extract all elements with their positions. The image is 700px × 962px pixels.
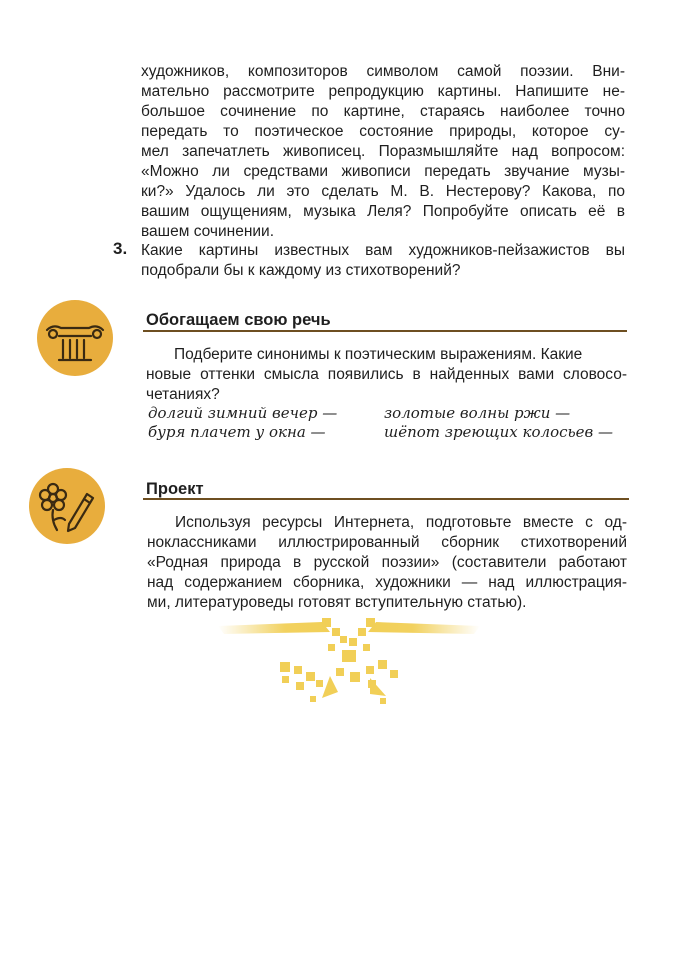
paragraph-line: ки?» Удалось ли это сделать М. В. Нестерову? Какова, по: [141, 183, 625, 200]
paragraph-line: мательно рассмотрите репродукцию картины. Напишите не-: [141, 83, 625, 100]
phrase-item: шёпот зреющих колосьев —: [384, 423, 614, 441]
task-line: новые оттенки смысла появились в найденных вами словосо-: [146, 366, 627, 383]
section-title: Обогащаем свою речь: [146, 311, 331, 329]
flower-pencil-icon: [29, 468, 105, 544]
column-capital-icon: [37, 300, 113, 376]
project-line: ми, литературоведы готовят вступительную статью).: [147, 594, 527, 611]
phrase-item: золотые волны ржи —: [384, 404, 571, 422]
question-line: Какие картины известных вам художников-пейзажистов вы: [141, 242, 625, 259]
paragraph-line: большое сочинение по картине, стараясь наиболее точно: [141, 103, 625, 120]
paragraph-line: мел запечатлеть живописец. Поразмышляйте над вопросом:: [141, 143, 625, 160]
paragraph-line: вашем сочинении.: [141, 223, 274, 240]
paragraph-line: передать то поэтическое состояние природы, которое су-: [141, 123, 625, 140]
phrase-item: буря плачет у окна —: [148, 423, 326, 441]
section-divider: [143, 498, 629, 500]
task-line: Подберите синонимы к поэтическим выражениям. Какие: [174, 346, 583, 363]
paragraph-line: вашим ощущениям, музыка Леля? Попробуйте описать её в: [141, 203, 625, 220]
phrase-item: долгий зимний вечер —: [148, 404, 338, 422]
question-line: подобрали бы к каждому из стихотворений?: [141, 262, 461, 279]
project-line: над содержанием сборника, художники — над иллюстрация-: [147, 574, 627, 591]
project-line: Используя ресурсы Интернета, подготовьте вместе с од-: [175, 514, 627, 531]
task-line: четаниях?: [146, 386, 220, 403]
project-line: ноклассниками иллюстрированный сборник стихотворений: [147, 534, 627, 551]
paragraph-line: «Можно ли средствами живописи передать звучание музы-: [141, 163, 625, 180]
project-line: «Родная природа в русской поэзии» (составители работают: [147, 554, 627, 571]
paragraph-line: художников, композиторов символом самой поэзии. Вни-: [141, 63, 625, 80]
section-title: Проект: [146, 480, 204, 498]
section-divider: [143, 330, 627, 332]
decorative-ornament: [218, 614, 480, 714]
question-number: 3.: [113, 239, 128, 258]
